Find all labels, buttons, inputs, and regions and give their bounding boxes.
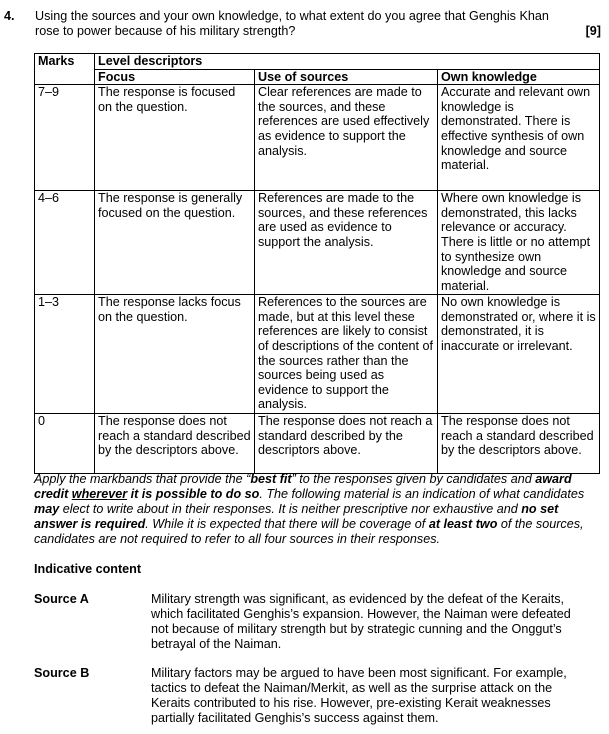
- focus-cell: The response does not reach a standard described by the descriptors above.: [95, 414, 255, 474]
- instr-text: . While it is expected that there will be coverage of: [145, 517, 429, 531]
- table-subheader-row: [35, 69, 600, 85]
- mark-band: 4–6: [35, 191, 95, 295]
- sources-cell: References are made to the sources, and these references are used as evidence to support the analysis.: [255, 191, 438, 295]
- instr-text: Apply the markbands that provide the “: [34, 472, 251, 486]
- question-text: Using the sources and your own knowledge, to what extent do you agree that Genghis Khan rose to power because of his military strength?: [35, 9, 549, 38]
- instr-text: . The following material is an indication of what candidates: [259, 487, 585, 501]
- instr-text: ” to the responses given by candidates and: [291, 472, 536, 486]
- marks-header: Marks: [35, 54, 95, 85]
- knowledge-cell: Accurate and relevant own knowledge is demonstrated. There is effective synthesis of own knowledge and source material.: [438, 85, 600, 191]
- knowledge-cell: No own knowledge is demonstrated or, where it is demonstrated, it is inaccurate or irrelevant.: [438, 295, 600, 414]
- markband-instructions: [34, 472, 604, 547]
- indicative-content-title: Indicative content: [34, 562, 142, 576]
- own-knowledge-header: Own knowledge: [438, 69, 600, 85]
- mark-band: 0: [35, 414, 95, 474]
- instr-bold-underlined: wherever: [71, 487, 128, 501]
- source-b-label: Source B: [34, 666, 90, 680]
- table-row: [35, 191, 600, 295]
- instr-bold: best fit: [250, 472, 292, 486]
- use-of-sources-header: Use of sources: [255, 69, 438, 85]
- instr-bold: at least two: [428, 517, 498, 531]
- knowledge-cell: Where own knowledge is demonstrated, this lacks relevance or accuracy. There is little or no attempt to synthesize own knowledge and source material.: [438, 191, 600, 295]
- markscheme-table: [34, 53, 600, 474]
- level-descriptors-header: Level descriptors: [95, 54, 600, 70]
- instr-bold: may: [34, 502, 60, 516]
- table-header-row: [35, 54, 600, 70]
- instr-bold: award credit: [34, 472, 572, 501]
- focus-cell: The response lacks focus on the question.: [95, 295, 255, 414]
- knowledge-cell: The response does not reach a standard described by the descriptors above.: [438, 414, 600, 474]
- question-marks: [9]: [585, 24, 601, 38]
- source-a-text: Military strength was significant, as evidenced by the defeat of the Keraits, which facilitated Genghis’s expansion. However, the Naiman were defeated not because of military strength but by strategic cunning and the Onggut’s betrayal of the Naiman.: [151, 592, 571, 651]
- instr-bold: no set answer is required: [34, 502, 559, 531]
- focus-header: Focus: [95, 69, 255, 85]
- table-row: [35, 295, 600, 414]
- mark-band: 1–3: [35, 295, 95, 414]
- focus-cell: The response is generally focused on the question.: [95, 191, 255, 295]
- instr-text: elect to write about in their responses. It is neither prescriptive nor exhaustive and: [59, 502, 522, 516]
- mark-band: 7–9: [35, 85, 95, 191]
- table-row: [35, 85, 600, 191]
- source-a-label: Source A: [34, 592, 89, 606]
- sources-cell: The response does not reach a standard described by the descriptors above.: [255, 414, 438, 474]
- sources-cell: References to the sources are made, but at this level these references are likely to consist of descriptions of the content of the sources rather than the sources being used as evidence to support the analysis.: [255, 295, 438, 414]
- sources-cell: Clear references are made to the sources, and these references are used effectively as evidence to support the analysis.: [255, 85, 438, 191]
- focus-cell: The response is focused on the question.: [95, 85, 255, 191]
- instr-bold: it is possible to do so: [130, 487, 260, 501]
- instr-text: of the sources, candidates are not required to refer to all four sources in their responses.: [34, 517, 584, 546]
- question-number: 4.: [4, 9, 15, 23]
- table-row: [35, 414, 600, 474]
- source-b-text: Military factors may be argued to have been most significant. For example, tactics to defeat the Naiman/Merkit, as well as the surprise attack on the Keraits contributed to his rise. However, pre-existing Kerait weaknesses partially facilitated Genghis’s success against them.: [151, 666, 567, 725]
